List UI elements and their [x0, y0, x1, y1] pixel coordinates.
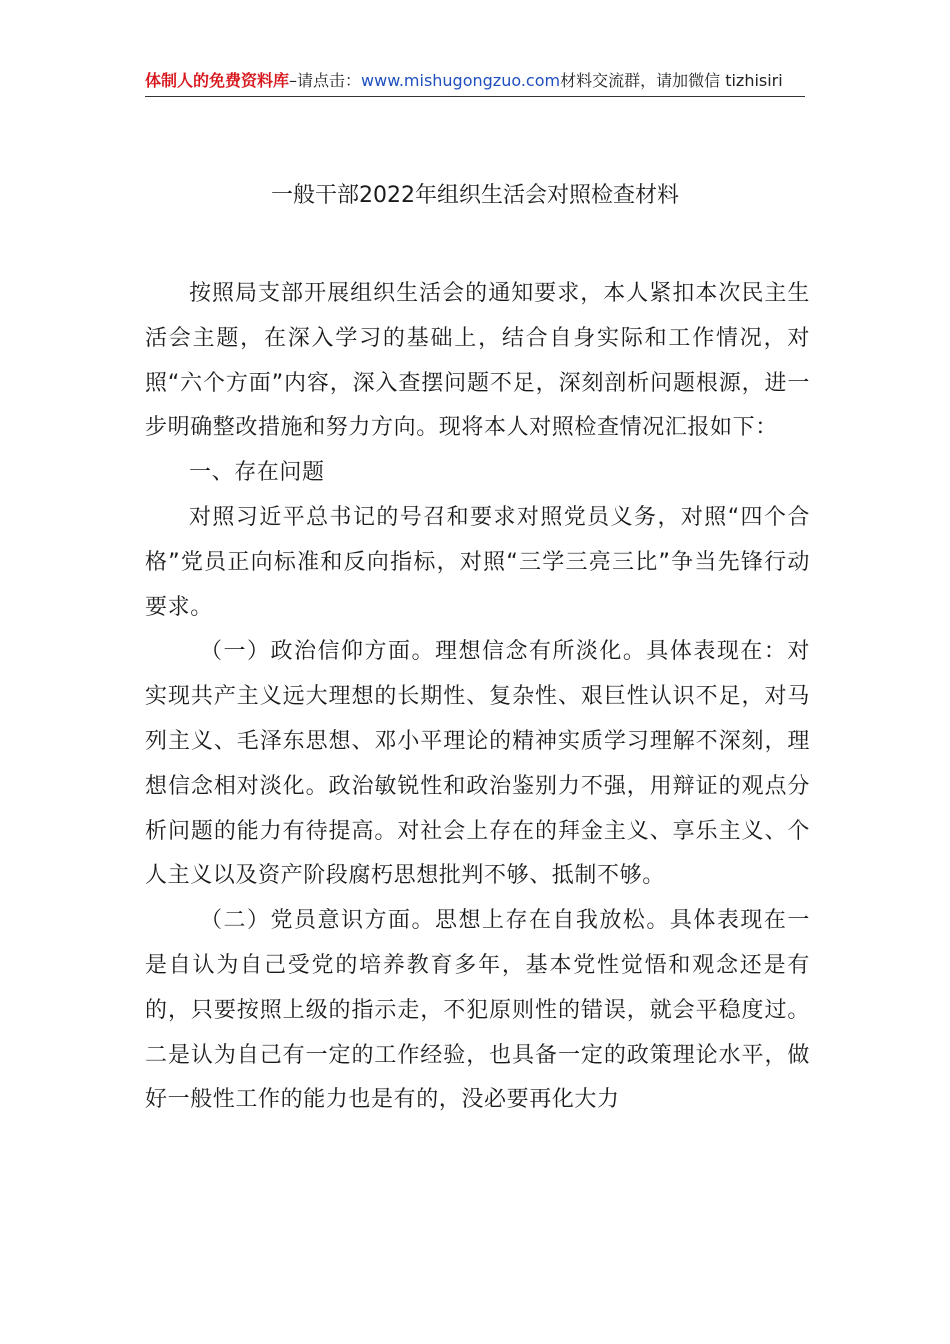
- section-heading: 一、存在问题: [189, 460, 325, 486]
- intro-paragraph: 按照局支部开展组织生活会的通知要求，本人紧扣本次民主生活会主题，在深入学习的基础上，结合自身实际和工作情况，对照“六个方面”内容，深入查摆问题不足，深刻剖析问题根源，进一步明确整改措施和努力方向。现将本人对照检查情况汇报如下：: [145, 281, 810, 441]
- document-body: [145, 272, 810, 1123]
- subsection-paragraph-1: （一）政治信仰方面。理想信念有所淡化。具体表现在：对实现共产主义远大理想的长期性、复杂性、艰巨性认识不足，对马列主义、毛泽东思想、邓小平理论的精神实质学习理解不深刻，理想信念相对淡化。政治敏锐性和政治鉴别力不强，用辩证的观点分析问题的能力有待提高。对社会上存在的拜金主义、享乐主义、个人主义以及资产阶段腐朽思想批判不够、抵制不够。: [145, 639, 810, 889]
- subsection-paragraph-2: （二）党员意识方面。思想上存在自我放松。具体表现在一是自认为自己受党的培养教育多年，基本党性觉悟和观念还是有的，只要按照上级的指示走，不犯原则性的错误，就会平稳度过。二是认为自己有一定的工作经验，也具备一定的政策理论水平，做好一般性工作的能力也是有的，没必要再化大力: [145, 908, 810, 1113]
- page-header: [145, 68, 805, 97]
- section-paragraph: 对照习近平总书记的号召和要求对照党员义务，对照“四个合格”党员正向标准和反向指标，对照“三学三亮三比”争当先锋行动要求。: [145, 504, 810, 620]
- header-prompt: –请点击：: [289, 71, 362, 90]
- header-link[interactable]: www.mishugongzuo.com: [361, 71, 561, 90]
- header-tail: 材料交流群，请加微信 tizhisiri: [560, 71, 783, 90]
- document-title: 一般干部2022年组织生活会对照检查材料: [271, 183, 679, 208]
- header-brand: 体制人的免费资料库: [145, 71, 290, 90]
